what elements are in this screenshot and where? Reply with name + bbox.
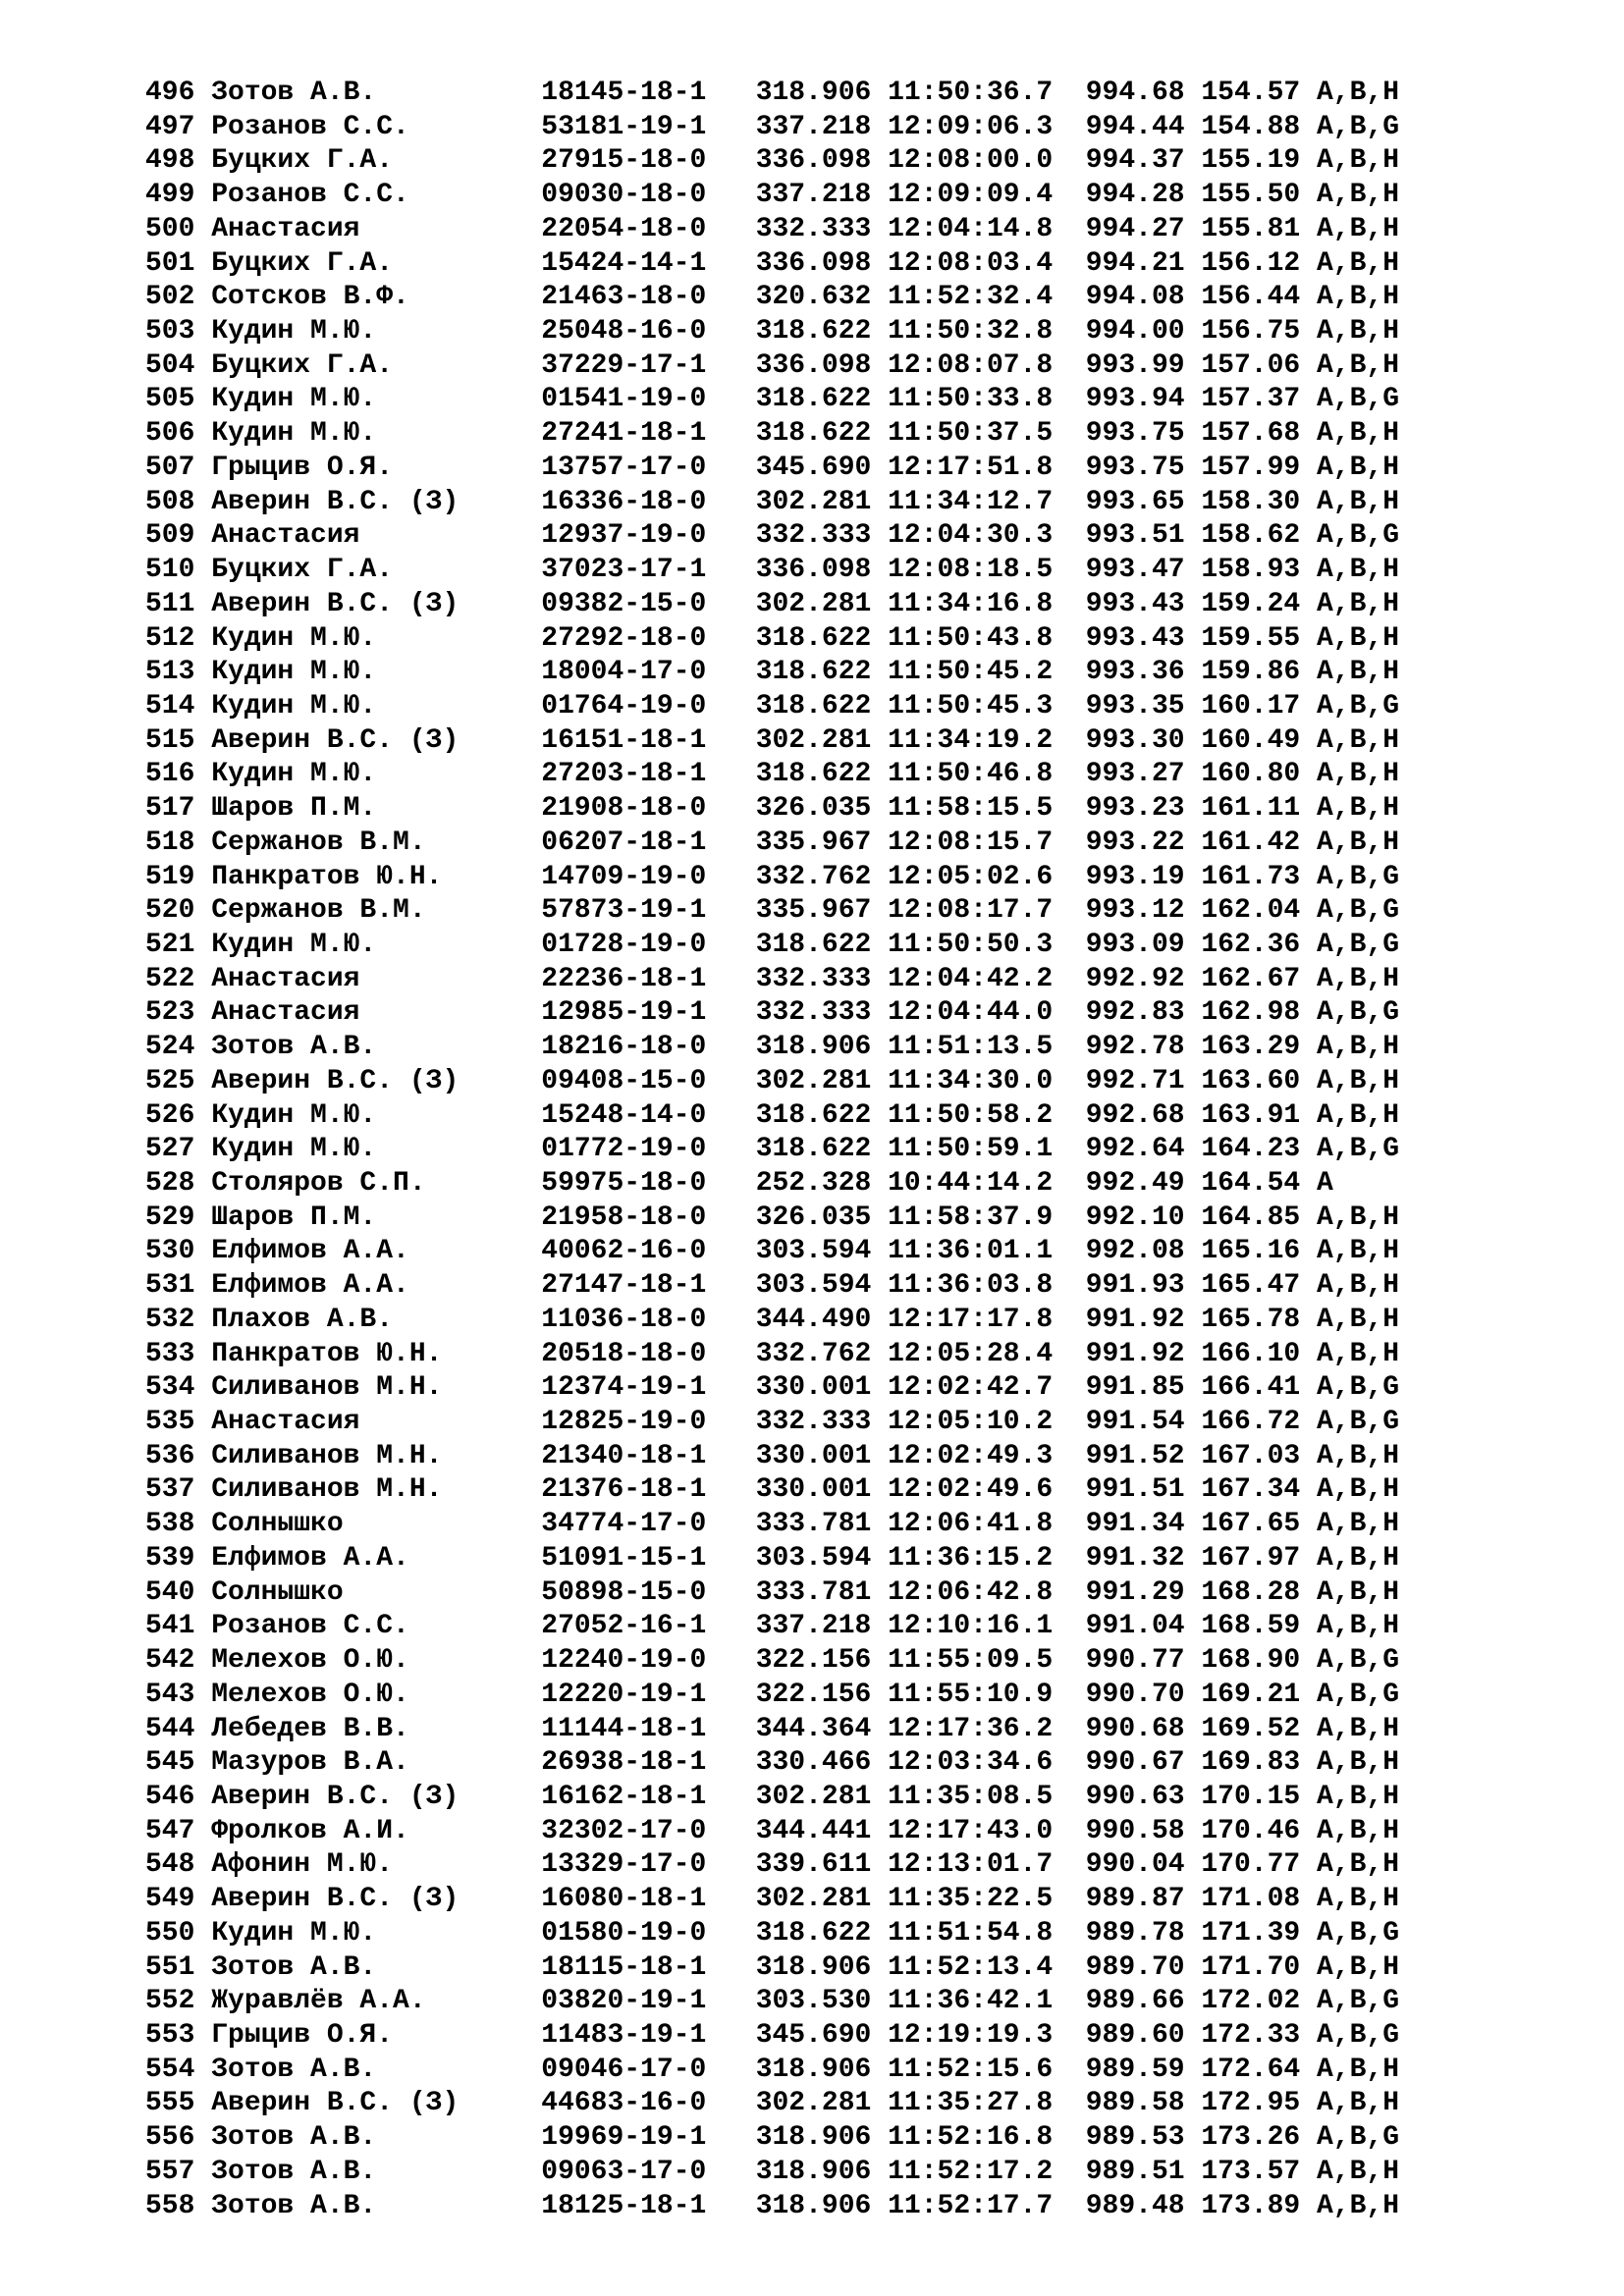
result-row: 554 Зотов А.В. 09046-17-0 318.906 11:52:15.6 989.59 172.64 A,B,H — [145, 2054, 1400, 2085]
result-row: 500 Анастасия 22054-18-0 332.333 12:04:14.8 994.27 155.81 A,B,H — [145, 213, 1400, 244]
result-row: 534 Силиванов М.Н. 12374-19-1 330.001 12:02:42.7 991.85 166.41 A,B,G — [145, 1372, 1400, 1404]
result-row: 555 Аверин В.С. (З) 44683-16-0 302.281 11:35:27.8 989.58 172.95 A,B,H — [145, 2088, 1400, 2119]
result-row: 558 Зотов А.В. 18125-18-1 318.906 11:52:17.7 989.48 173.89 A,B,H — [145, 2190, 1400, 2221]
result-row: 505 Кудин М.Ю. 01541-19-0 318.622 11:50:33.8 993.94 157.37 A,B,G — [145, 384, 1400, 415]
result-row: 506 Кудин М.Ю. 27241-18-1 318.622 11:50:37.5 993.75 157.68 A,B,H — [145, 418, 1400, 450]
result-row: 536 Силиванов М.Н. 21340-18-1 330.001 12:02:49.3 991.52 167.03 A,B,H — [145, 1440, 1400, 1471]
result-row: 518 Сержанов В.М. 06207-18-1 335.967 12:08:15.7 993.22 161.42 A,B,H — [145, 827, 1400, 858]
result-row: 497 Розанов С.С. 53181-19-1 337.218 12:09:06.3 994.44 154.88 A,B,G — [145, 111, 1400, 142]
result-row: 511 Аверин В.С. (З) 09382-15-0 302.281 11:34:16.8 993.43 159.24 A,B,H — [145, 588, 1400, 619]
result-row: 540 Солнышко 50898-15-0 333.781 12:06:42.8 991.29 168.28 A,B,H — [145, 1576, 1400, 1608]
result-row: 553 Грыцив О.Я. 11483-19-1 345.690 12:19:19.3 989.60 172.33 A,B,G — [145, 2019, 1400, 2051]
result-row: 516 Кудин М.Ю. 27203-18-1 318.622 11:50:46.8 993.27 160.80 A,B,H — [145, 759, 1400, 790]
result-row: 537 Силиванов М.Н. 21376-18-1 330.001 12:02:49.6 991.51 167.34 A,B,H — [145, 1474, 1400, 1506]
result-row: 532 Плахов А.В. 11036-18-0 344.490 12:17:17.8 991.92 165.78 A,B,H — [145, 1304, 1400, 1335]
result-row: 531 Елфимов А.А. 27147-18-1 303.594 11:36:03.8 991.93 165.47 A,B,H — [145, 1270, 1400, 1302]
result-row: 513 Кудин М.Ю. 18004-17-0 318.622 11:50:45.2 993.36 159.86 A,B,H — [145, 657, 1400, 688]
result-row: 528 Столяров С.П. 59975-18-0 252.328 10:44:14.2 992.49 164.54 A — [145, 1168, 1333, 1199]
result-row: 548 Афонин М.Ю. 13329-17-0 339.611 12:13:01.7 990.04 170.77 A,B,H — [145, 1849, 1400, 1881]
result-row: 507 Грыцив О.Я. 13757-17-0 345.690 12:17:51.8 993.75 157.99 A,B,H — [145, 452, 1400, 483]
result-row: 508 Аверин В.С. (З) 16336-18-0 302.281 11:34:12.7 993.65 158.30 A,B,H — [145, 486, 1400, 517]
result-row: 526 Кудин М.Ю. 15248-14-0 318.622 11:50:58.2 992.68 163.91 A,B,H — [145, 1099, 1400, 1131]
result-row: 503 Кудин М.Ю. 25048-16-0 318.622 11:50:32.8 994.00 156.75 A,B,H — [145, 316, 1400, 347]
result-row: 546 Аверин В.С. (З) 16162-18-1 302.281 11:35:08.5 990.63 170.15 A,B,H — [145, 1781, 1400, 1812]
result-row: 524 Зотов А.В. 18216-18-0 318.906 11:51:13.5 992.78 163.29 A,B,H — [145, 1032, 1400, 1063]
result-row: 547 Фролков А.И. 32302-17-0 344.441 12:17:43.0 990.58 170.46 A,B,H — [145, 1815, 1400, 1846]
result-row: 517 Шаров П.М. 21908-18-0 326.035 11:58:15.5 993.23 161.11 A,B,H — [145, 793, 1400, 825]
result-row: 527 Кудин М.Ю. 01772-19-0 318.622 11:50:59.1 992.64 164.23 A,B,G — [145, 1134, 1400, 1165]
result-row: 543 Мелехов О.Ю. 12220-19-1 322.156 11:55:10.9 990.70 169.21 A,B,G — [145, 1679, 1400, 1710]
result-row: 530 Елфимов А.А. 40062-16-0 303.594 11:36:01.1 992.08 165.16 A,B,H — [145, 1236, 1400, 1267]
result-row: 535 Анастасия 12825-19-0 332.333 12:05:10.2 991.54 166.72 A,B,G — [145, 1407, 1400, 1438]
result-row: 544 Лебедев В.В. 11144-18-1 344.364 12:17:36.2 990.68 169.52 A,B,H — [145, 1713, 1400, 1744]
result-row: 557 Зотов А.В. 09063-17-0 318.906 11:52:17.2 989.51 173.57 A,B,H — [145, 2156, 1400, 2187]
result-row: 510 Буцких Г.А. 37023-17-1 336.098 12:08:18.5 993.47 158.93 A,B,H — [145, 555, 1400, 586]
result-row: 498 Буцких Г.А. 27915-18-0 336.098 12:08:00.0 994.37 155.19 A,B,H — [145, 145, 1400, 177]
result-row: 550 Кудин М.Ю. 01580-19-0 318.622 11:51:54.8 989.78 171.39 A,B,G — [145, 1917, 1400, 1949]
result-row: 538 Солнышко 34774-17-0 333.781 12:06:41.8 991.34 167.65 A,B,H — [145, 1509, 1400, 1540]
result-row: 552 Журавлёв А.А. 03820-19-1 303.530 11:36:42.1 989.66 172.02 A,B,G — [145, 1986, 1400, 2017]
results-listing — [145, 77, 1399, 2223]
result-row: 525 Аверин В.С. (З) 09408-15-0 302.281 11:34:30.0 992.71 163.60 A,B,H — [145, 1065, 1400, 1096]
result-row: 514 Кудин М.Ю. 01764-19-0 318.622 11:50:45.3 993.35 160.17 A,B,G — [145, 690, 1400, 721]
result-row: 545 Мазуров В.А. 26938-18-1 330.466 12:03:34.6 990.67 169.83 A,B,H — [145, 1747, 1400, 1779]
result-row: 556 Зотов А.В. 19969-19-1 318.906 11:52:16.8 989.53 173.26 A,B,G — [145, 2122, 1400, 2154]
result-row: 519 Панкратов Ю.Н. 14709-19-0 332.762 12:05:02.6 993.19 161.73 A,B,G — [145, 861, 1400, 892]
result-row: 533 Панкратов Ю.Н. 20518-18-0 332.762 12:05:28.4 991.92 166.10 A,B,H — [145, 1338, 1400, 1369]
result-row: 541 Розанов С.С. 27052-16-1 337.218 12:10:16.1 991.04 168.59 A,B,H — [145, 1611, 1400, 1642]
result-row: 515 Аверин В.С. (З) 16151-18-1 302.281 11:34:19.2 993.30 160.49 A,B,H — [145, 724, 1400, 756]
result-row: 529 Шаров П.М. 21958-18-0 326.035 11:58:37.9 992.10 164.85 A,B,H — [145, 1201, 1400, 1233]
result-row: 549 Аверин В.С. (З) 16080-18-1 302.281 11:35:22.5 989.87 171.08 A,B,H — [145, 1884, 1400, 1915]
result-row: 521 Кудин М.Ю. 01728-19-0 318.622 11:50:50.3 993.09 162.36 A,B,G — [145, 929, 1400, 960]
result-row: 520 Сержанов В.М. 57873-19-1 335.967 12:08:17.7 993.12 162.04 A,B,G — [145, 895, 1400, 927]
result-row: 496 Зотов А.В. 18145-18-1 318.906 11:50:36.7 994.68 154.57 A,B,H — [145, 78, 1400, 108]
result-row: 502 Сотсков В.Ф. 21463-18-0 320.632 11:52:32.4 994.08 156.44 A,B,H — [145, 282, 1400, 313]
result-row: 551 Зотов А.В. 18115-18-1 318.906 11:52:13.4 989.70 171.70 A,B,H — [145, 1951, 1400, 1983]
result-row: 542 Мелехов О.Ю. 12240-19-0 322.156 11:55:09.5 990.77 168.90 A,B,G — [145, 1645, 1400, 1677]
result-row: 509 Анастасия 12937-19-0 332.333 12:04:30.3 993.51 158.62 A,B,G — [145, 520, 1400, 552]
result-row: 523 Анастасия 12985-19-1 332.333 12:04:44.0 992.83 162.98 A,B,G — [145, 997, 1400, 1029]
result-row: 512 Кудин М.Ю. 27292-18-0 318.622 11:50:43.8 993.43 159.55 A,B,H — [145, 622, 1400, 654]
result-row: 522 Анастасия 22236-18-1 332.333 12:04:42.2 992.92 162.67 A,B,H — [145, 963, 1400, 994]
result-row: 501 Буцких Г.А. 15424-14-1 336.098 12:08:03.4 994.21 156.12 A,B,H — [145, 247, 1400, 279]
result-row: 504 Буцких Г.А. 37229-17-1 336.098 12:08:07.8 993.99 157.06 A,B,H — [145, 349, 1400, 381]
result-row: 539 Елфимов А.А. 51091-15-1 303.594 11:36:15.2 991.32 167.97 A,B,H — [145, 1542, 1400, 1574]
result-row: 499 Розанов С.С. 09030-18-0 337.218 12:09:09.4 994.28 155.50 A,B,H — [145, 180, 1400, 211]
